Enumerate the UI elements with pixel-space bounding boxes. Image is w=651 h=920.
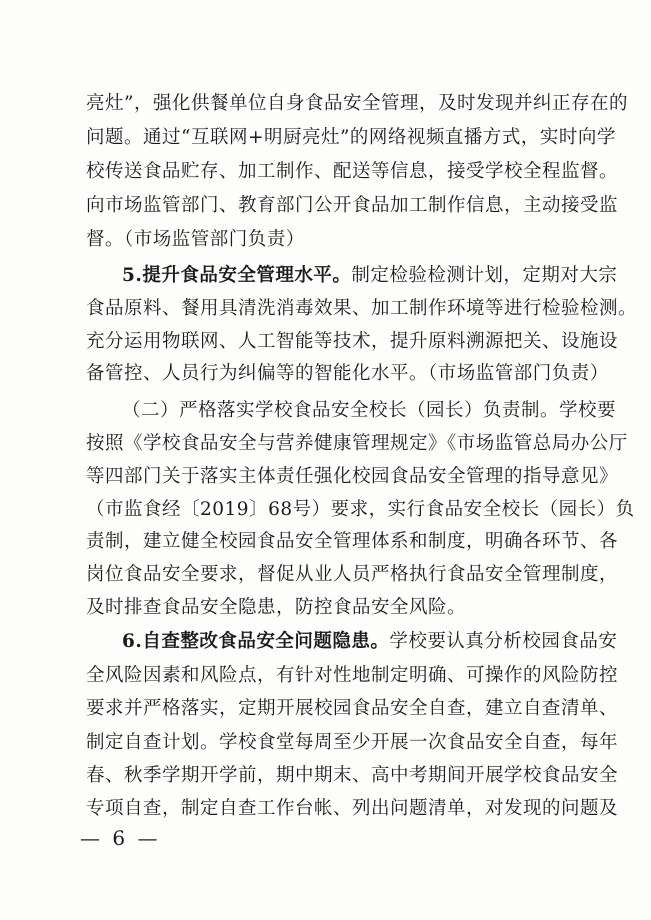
text-span: 学校要认真分析校园食品安 [389,631,618,652]
text-line: 向市场监管部门、教育部门公开食品加工制作信息，主动接受监 [86,195,619,216]
page-number: — 6 — [80,826,161,850]
section-5-heading: 5.提升食品安全管理水平。 [122,265,352,286]
text-line: 及时排查食品安全隐患，防控食品安全风险。 [86,597,467,618]
text-line: 食品原料、餐用具清洗消毒效果、加工制作环境等进行检验检测。 [86,298,638,319]
text-line: 督。（市场监管部门负责） [86,229,305,250]
section-6-heading: 6.自查整改食品安全问题隐患。 [122,631,390,652]
text-line: 责制，建立健全校园食品安全管理体系和制度，明确各环节、各 [86,531,619,552]
text-line: 制定自查计划。学校食堂每周至少开展一次食品安全自查，每年 [86,732,619,753]
text-line: 岗位食品安全要求，督促从业人员严格执行食品安全管理制度， [86,564,619,585]
text-line: 校传送食品贮存、加工制作、配送等信息，接受学校全程监督。 [86,161,619,182]
text-line: 专项自查，制定自查工作台帐、列出问题清单，对发现的问题及 [86,798,619,819]
text-span: 制定检验检测计划，定期对大宗 [351,265,618,286]
text-line: 全风险因素和风险点，有针对性地制定明确、可操作的风险防控 [86,665,619,686]
text-line: 问题。通过“互联网+明厨亮灶”的网络视频直播方式，实时向学 [86,127,616,148]
section-5-first-line [0,264,651,288]
section-2-first-line: （二）严格落实学校食品安全校长（园长）负责制。学校要 [122,400,617,421]
text-line: 按照《学校食品安全与营养健康管理规定》《市场监管总局办公厅 [86,433,628,454]
text-line: 亮灶”，强化供餐单位自身食品安全管理，及时发现并纠正存在的 [86,93,628,114]
text-line: 春、秋季学期开学前，期中期末、高中考期间开展学校食品安全 [86,765,619,786]
text-line: 备管控、人员行为纠偏等的智能化水平。（市场监管部门负责） [86,363,609,384]
text-line: 等四部门关于落实主体责任强化校园食品安全管理的指导意见》 [86,466,619,487]
text-line: 充分运用物联网、人工智能等技术，提升原料溯源把关、设施设 [86,331,619,352]
section-6-first-line [0,630,651,654]
text-line: 要求并严格落实，定期开展校园食品安全自查，建立自查清单、 [86,698,619,719]
text-line: （市监食经〔2019〕68号）要求，实行食品安全校长（园长）负 [86,499,635,520]
